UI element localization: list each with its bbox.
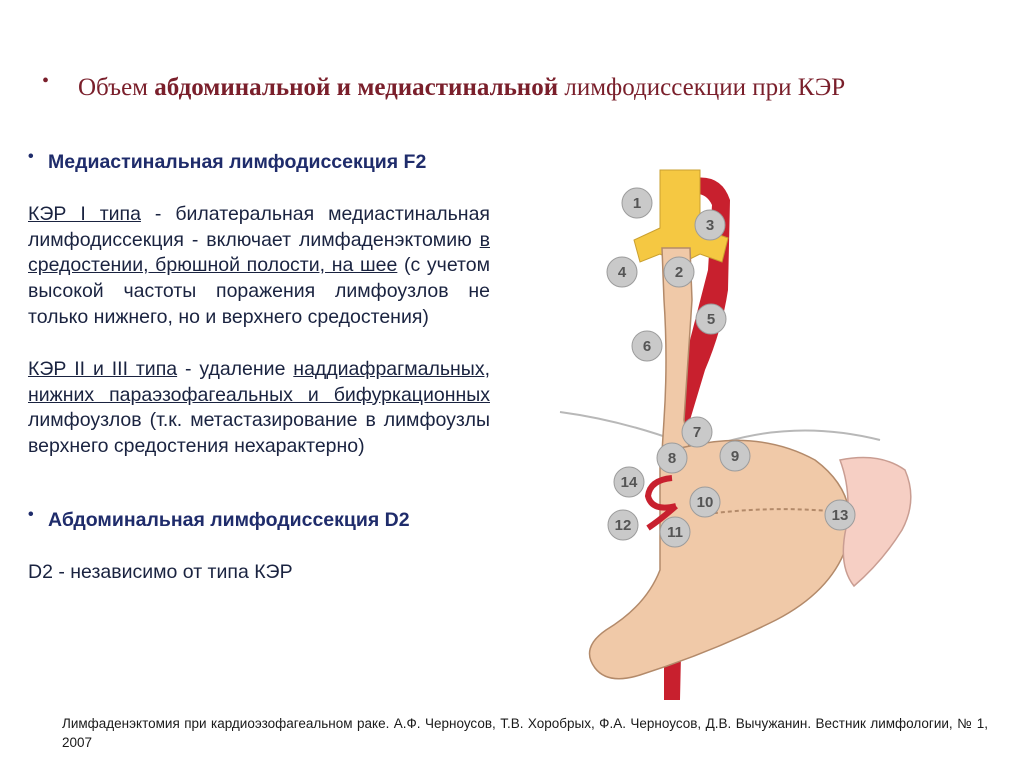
title-bullet: • [42,70,50,92]
node-6 [632,331,662,361]
bullet: • [28,148,34,165]
node-12 [608,510,638,540]
node-4 [607,257,637,287]
svg-text:3: 3 [705,217,715,234]
type1-paragraph: КЭР I типа - билатеральная медиастинальная лимфодиссекция - включает лимфаденэктомию в средостении, брюшной полости, на шее (с учетом высокой частоты поражения лимфоузлов не только нижнего, но и верхнего средостения) [28,202,490,328]
svg-text:7: 7 [692,424,702,441]
node-11 [660,517,690,547]
svg-text:9: 9 [730,448,740,465]
type2-3-paragraph: КЭР II и III типа - удаление наддиафрагмальных, нижних параэзофагеальных и бифуркационных лимфоузлов (т.к. метастазирование в лимфоузлы верхнего средостения нехарактерно) [28,357,490,458]
node-10 [690,487,720,517]
node-2 [664,257,694,287]
text-column [28,150,490,586]
node-8 [657,443,687,473]
lymph-node-diagram [520,150,1010,710]
svg-text:8: 8 [667,450,677,467]
node-7 [682,417,712,447]
reference-citation: Лимфаденэктомия при кардиоэзофагеальном раке. А.Ф. Черноусов, Т.В. Хоробрых, Ф.А. Черноусов, Д.В. Вычужанин. Вестник лимфологии, № 1, 2007 [62,716,988,750]
node-1 [622,188,652,218]
svg-text:14: 14 [620,474,638,491]
abdominal-text: D2 - независимо от типа КЭР [28,560,293,583]
node-13 [825,500,855,530]
svg-text:12: 12 [614,517,632,534]
svg-text:11: 11 [667,524,683,541]
mediastinal-heading: • Медиастинальная лимфодиссекция F2 [28,150,490,176]
svg-text:6: 6 [642,338,652,355]
svg-text:4: 4 [617,264,627,281]
node-5 [696,304,726,334]
diaphragm-line [560,412,680,442]
bullet: • [28,505,34,523]
abdominal-heading: • Абдоминальная лимфодиссекция D2 [28,508,490,534]
node-3 [695,210,725,240]
svg-text:13: 13 [831,507,849,524]
node-14 [614,467,644,497]
title-text: Объем абдоминальной и медиастинальной лимфодиссекции при КЭР [78,74,846,101]
svg-text:10: 10 [696,494,714,511]
svg-text:2: 2 [674,264,684,281]
svg-text:5: 5 [706,311,716,328]
title-bold: абдоминальной и медиастинальной [154,74,559,101]
svg-text:1: 1 [632,195,642,212]
node-9 [720,441,750,471]
